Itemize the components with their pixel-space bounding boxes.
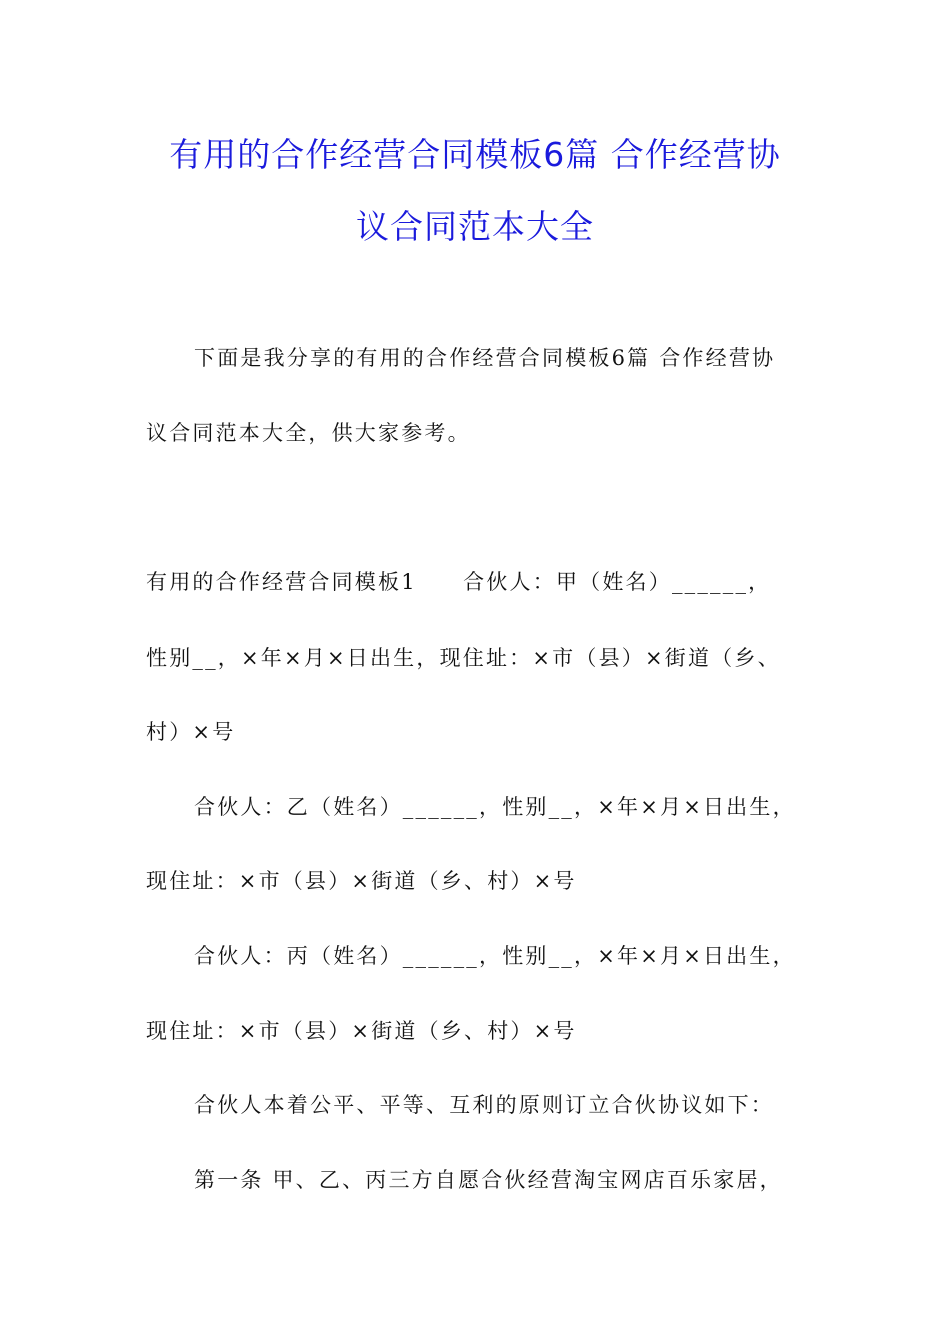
intro-line-1: 下面是我分享的有用的合作经营合同模板6篇 合作经营协 bbox=[194, 346, 776, 370]
partner-b-line-2: 现住址：×市（县）×街道（乡、村）×号 bbox=[146, 869, 577, 893]
document-title-line-1: 有用的合作经营合同模板6篇 合作经营协 bbox=[169, 135, 781, 174]
partner-c-line-2: 现住址：×市（县）×街道（乡、村）×号 bbox=[146, 1019, 577, 1043]
agreement-intro-line: 合伙人本着公平、平等、互利的原则订立合伙协议如下： bbox=[194, 1093, 774, 1117]
body-line-1: 有用的合作经营合同模板1 合伙人：甲（姓名）______， bbox=[146, 570, 772, 594]
body-line-3: 村）×号 bbox=[146, 720, 236, 744]
partner-b-line-1: 合伙人：乙（姓名）______，性别__，×年×月×日出生， bbox=[194, 795, 796, 819]
article-1-line: 第一条 甲、乙、丙三方自愿合伙经营淘宝网店百乐家居， bbox=[194, 1168, 783, 1192]
intro-line-2: 议合同范本大全，供大家参考。 bbox=[146, 421, 471, 445]
document-title-line-2: 议合同范本大全 bbox=[356, 207, 594, 246]
body-line-2: 性别__，×年×月×日出生，现住址：×市（县）×街道（乡、 bbox=[146, 646, 781, 670]
partner-c-line-1: 合伙人：丙（姓名）______，性别__，×年×月×日出生， bbox=[194, 944, 796, 968]
